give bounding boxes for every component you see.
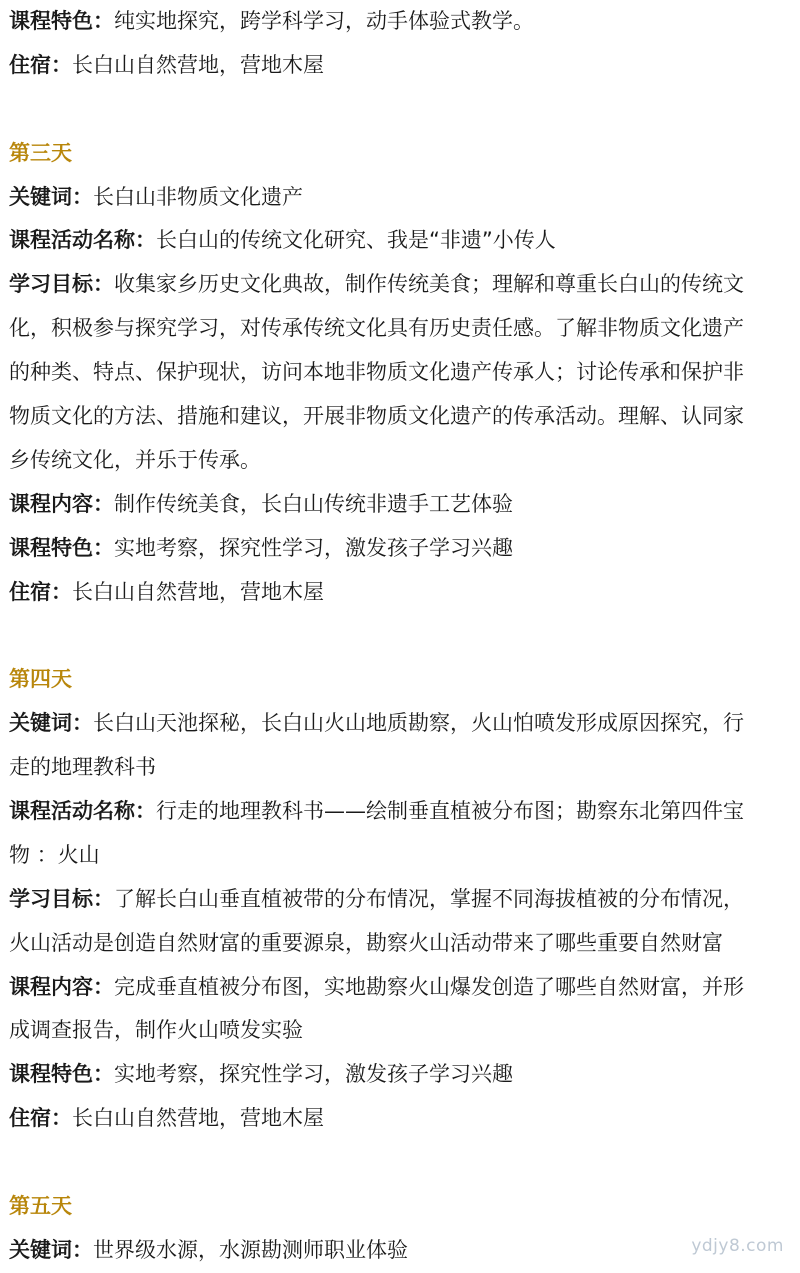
day3-goals-line: 乡传统文化，并乐于传承。 xyxy=(9,447,261,472)
day3-goals-line: 化，积极参与探究学习，对传承传统文化具有历史责任感。了解非物质文化遗产 xyxy=(9,316,744,341)
lodging-value: 长白山自然营地，营地木屋 xyxy=(72,579,324,604)
site-watermark: ydjy8.com xyxy=(691,1236,784,1256)
day4-keywords-line: 走的地理教科书 xyxy=(9,755,156,780)
goals-text: 收集家乡历史文化典故，制作传统美食；理解和尊重长白山的传统文 xyxy=(114,272,744,297)
activity-label: 课程活动名称： xyxy=(9,799,156,824)
day3-goals-line: 物质文化的方法、措施和建议，开展非物质文化遗产的传承活动。理解、认同家 xyxy=(9,404,744,429)
day4-keywords-line xyxy=(9,702,791,746)
keywords-value: 世界级水源，水源勘测师职业体验 xyxy=(93,1237,408,1262)
features-value: 实地考察，探究性学习，激发孩子学习兴趣 xyxy=(114,1062,513,1087)
lodging-value: 长白山自然营地，营地木屋 xyxy=(72,52,324,77)
keywords-label: 关键词： xyxy=(9,711,93,736)
features-label: 课程特色： xyxy=(9,535,114,560)
article-body xyxy=(9,0,791,1273)
lodging-label: 住宿： xyxy=(9,52,72,77)
day4-content-line: 成调查报告，制作火山喷发实验 xyxy=(9,1018,303,1043)
content-text: 完成垂直植被分布图，实地勘察火山爆发创造了哪些自然财富，并形 xyxy=(114,974,744,999)
content-label: 课程内容： xyxy=(9,974,114,999)
features-value: 实地考察，探究性学习，激发孩子学习兴趣 xyxy=(114,535,513,560)
activity-text: 行走的地理教科书——绘制垂直植被分布图；勘察东北第四件宝 xyxy=(156,799,744,824)
day3-content-line xyxy=(9,483,791,527)
lodging-value: 长白山自然营地，营地木屋 xyxy=(72,1106,324,1131)
day3-keywords-line xyxy=(9,176,791,220)
section-gap xyxy=(9,88,791,132)
features-value: 纯实地探究，跨学科学习，动手体验式教学。 xyxy=(114,9,534,33)
day3-features-line xyxy=(9,527,791,571)
section-gap xyxy=(9,614,791,658)
day4-features-line xyxy=(9,1053,791,1097)
day4-activity-line: 物 ：火山 xyxy=(9,842,100,867)
lodging-label: 住宿： xyxy=(9,1106,72,1131)
lodging-label: 住宿： xyxy=(9,579,72,604)
content-label: 课程内容： xyxy=(9,491,114,516)
day3-heading: 第三天 xyxy=(9,140,72,165)
day4-goals-line xyxy=(9,878,791,922)
day4-content-line xyxy=(9,966,791,1010)
day4-heading: 第四天 xyxy=(9,667,72,692)
features-label: 课程特色： xyxy=(9,1062,114,1087)
activity-value: 长白山的传统文化研究、我是“非遗”小传人 xyxy=(156,228,556,253)
day5-keywords-line xyxy=(9,1229,791,1273)
content-value: 制作传统美食，长白山传统非遗手工艺体验 xyxy=(114,491,513,516)
goals-text: 了解长白山垂直植被带的分布情况，掌握不同海拔植被的分布情况， xyxy=(114,886,744,911)
section-gap xyxy=(9,1141,791,1185)
keywords-label: 关键词： xyxy=(9,1237,93,1262)
top-features-line xyxy=(9,0,791,44)
day5-heading: 第五天 xyxy=(9,1194,72,1219)
day3-activity-line xyxy=(9,219,791,263)
day3-goals-line: 的种类、特点、保护现状，访问本地非物质文化遗产传承人；讨论传承和保护非 xyxy=(9,360,744,385)
day3-goals-line xyxy=(9,263,791,307)
keywords-text: 长白山天池探秘，长白山火山地质勘察，火山怕喷发形成原因探究，行 xyxy=(93,711,744,736)
goals-label: 学习目标： xyxy=(9,886,114,911)
day4-lodging-line xyxy=(9,1097,791,1141)
keywords-label: 关键词： xyxy=(9,184,93,209)
features-label: 课程特色： xyxy=(9,9,114,33)
activity-label: 课程活动名称： xyxy=(9,228,156,253)
top-lodging-line xyxy=(9,44,791,88)
goals-label: 学习目标： xyxy=(9,272,114,297)
day3-lodging-line xyxy=(9,571,791,615)
keywords-value: 长白山非物质文化遗产 xyxy=(93,184,303,209)
day4-activity-line xyxy=(9,790,791,834)
day4-goals-line: 火山活动是创造自然财富的重要源泉，勘察火山活动带来了哪些重要自然财富 xyxy=(9,930,723,955)
